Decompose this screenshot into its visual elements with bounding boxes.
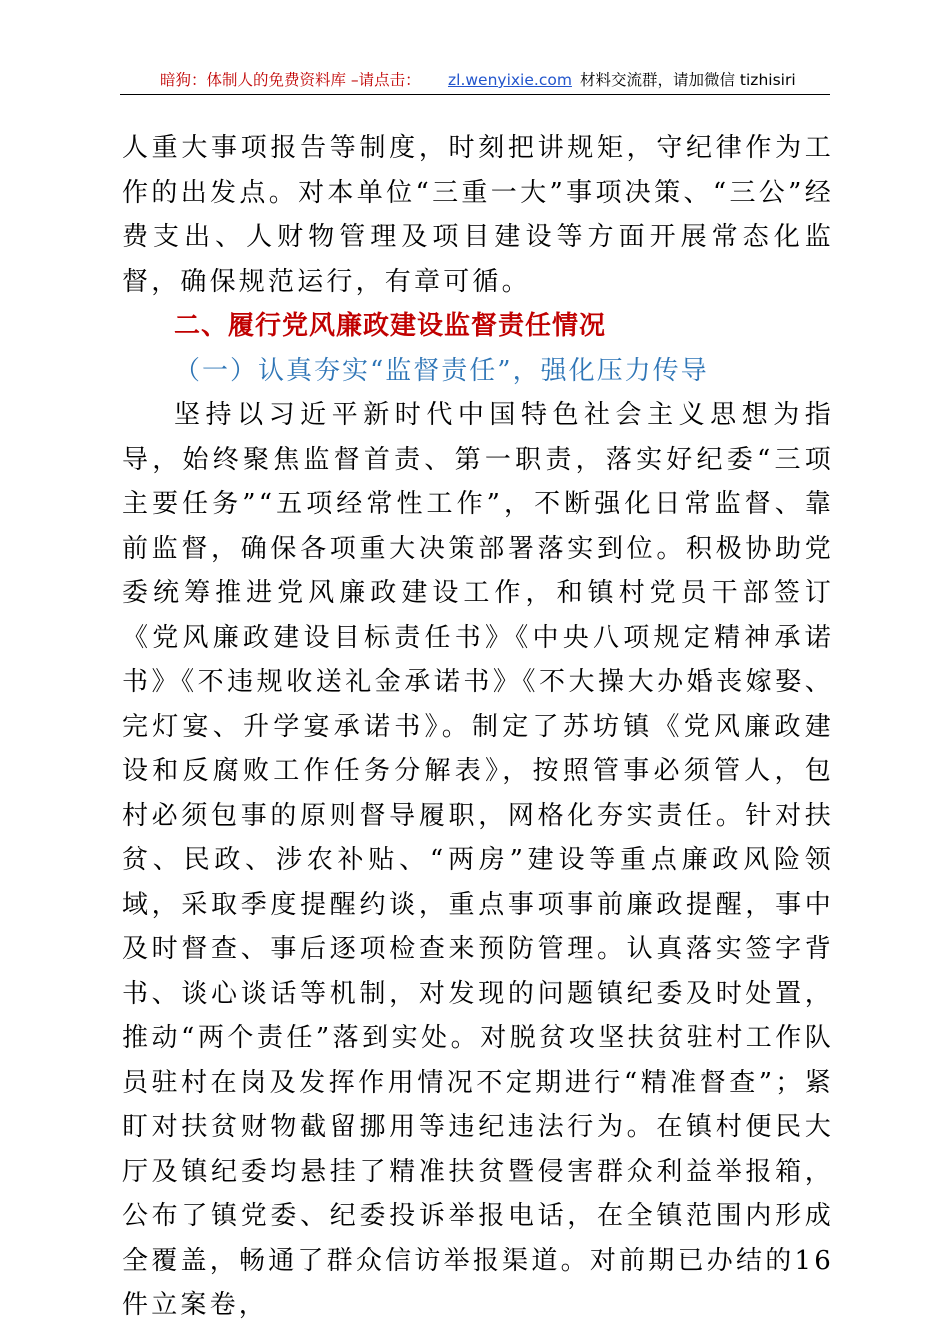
section-title: 二、履行党风廉政建设监督责任情况 [174, 311, 607, 341]
header-group-text: 材料交流群，请加微信 tizhisiri [580, 71, 796, 89]
document-body [122, 126, 834, 1328]
subsection-title: （一）认真夯实“监督责任”，强化压力传导 [174, 355, 709, 386]
intro-paragraph: 人重大事项报告等制度，时刻把讲规矩，守纪律作为工作的出发点。对本单位“三重一大”事项决策、“三公”经费支出、人财物管理及项目建设等方面开展常态化监督，确保规范运行，有章可循。 [122, 133, 834, 297]
header-divider [120, 94, 830, 95]
header-url-link[interactable]: zl.wenyixie.com [448, 71, 572, 89]
header-site-text: 暗狗：体制人的免费资料库 –请点击： [160, 71, 421, 89]
main-paragraph: 坚持以习近平新时代中国特色社会主义思想为指导，始终聚焦监督首责、第一职责，落实好纪委“三项主要任务”“五项经常性工作”，不断强化日常监督、靠前监督，确保各项重大决策部署落实到位。积极协助党委统筹推进党风廉政建设工作，和镇村党员干部签订《党风廉政建设目标责任书》《中央八项规定精神承诺书》《不违规收送礼金承诺书》《不大操大办婚丧嫁娶、完灯宴、升学宴承诺书》。制定了苏坊镇《党风廉政建设和反腐败工作任务分解表》，按照管事必须管人，包村必须包事的原则督导履职，网格化夯实责任。针对扶贫、民政、涉农补贴、“两房”建设等重点廉政风险领域，采取季度提醒约谈，重点事项事前廉政提醒，事中及时督查、事后逐项检查来预防管理。认真落实签字背书、谈心谈话等机制，对发现的问题镇纪委及时处置，推动“两个责任”落到实处。对脱贫攻坚扶贫驻村工作队员驻村在岗及发挥作用情况不定期进行“精准督查”；紧盯对扶贫财物截留挪用等违纪违法行为。在镇村便民大厅及镇纪委均悬挂了精准扶贫暨侵害群众利益举报箱，公布了镇党委、纪委投诉举报电话，在全镇范围内形成全覆盖，畅通了群众信访举报渠道。对前期已办结的16件立案卷， [122, 400, 834, 1320]
page-header [120, 66, 830, 94]
